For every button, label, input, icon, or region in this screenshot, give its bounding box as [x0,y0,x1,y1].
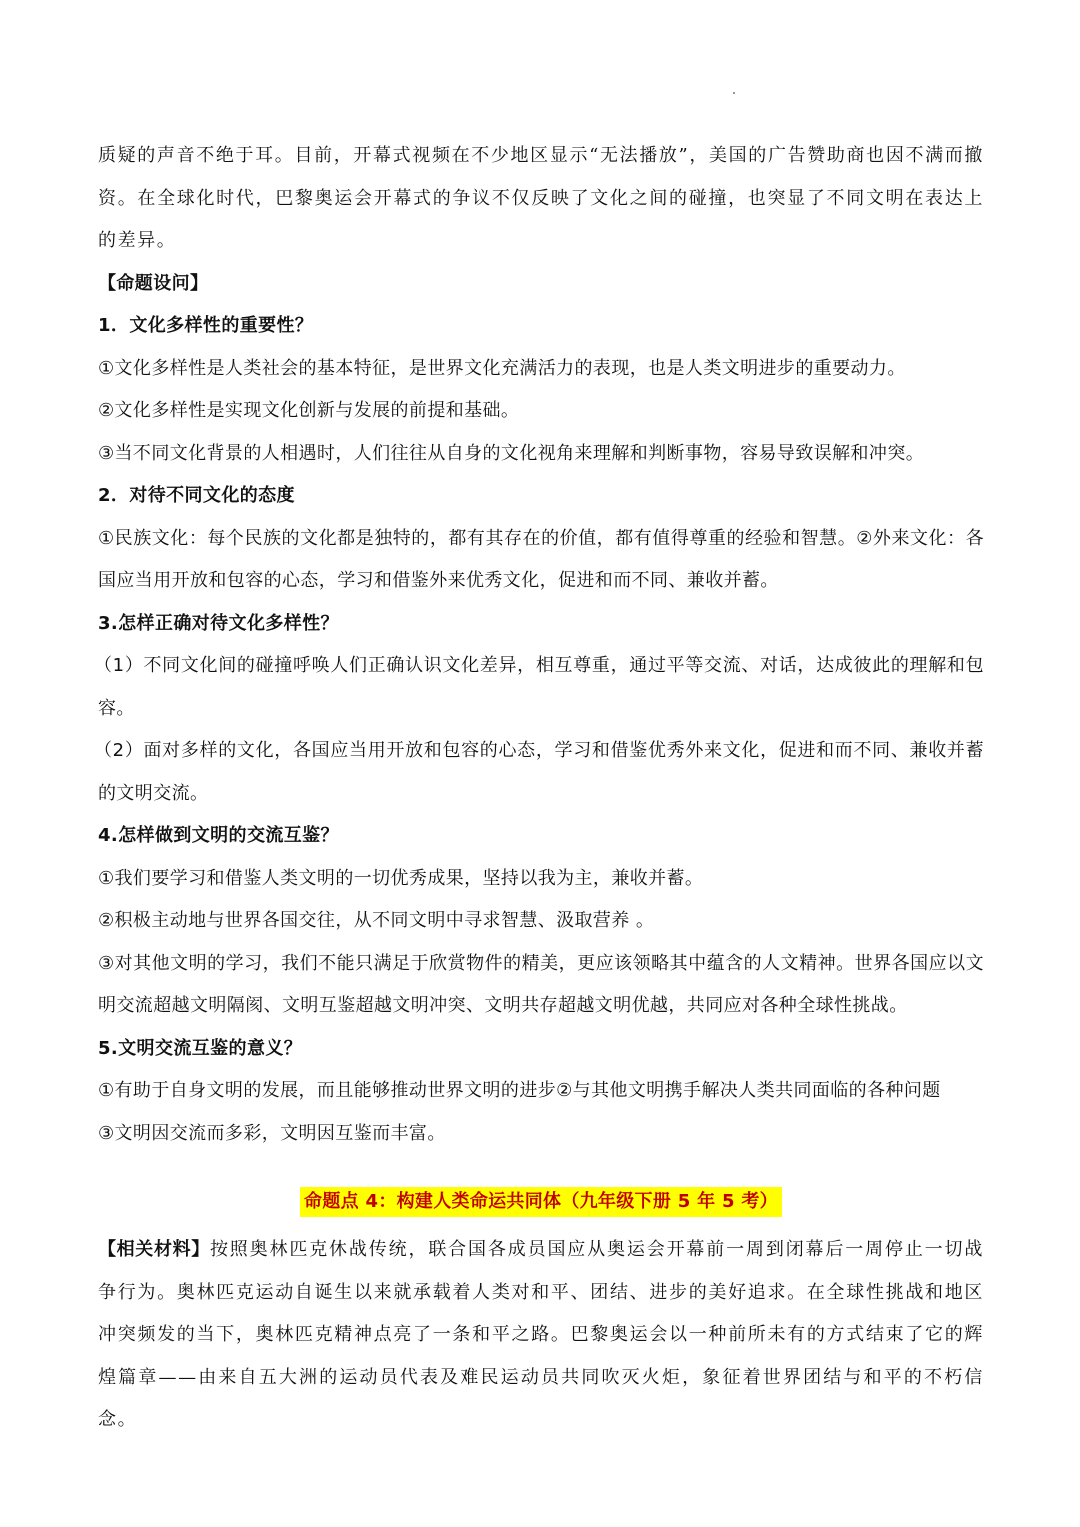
page-dot-mark [733,92,735,94]
document-content [94,135,984,1442]
question-5-item: ③文明因交流而多彩，文明因互鉴而丰富。 [98,1122,446,1144]
question-4-item: ①我们要学习和借鉴人类文明的一切优秀成果，坚持以我为主，兼收并蓄。 [98,867,704,889]
question-5-item: ①有助于自身文明的发展，而且能够推动世界文明的进步②与其他文明携手解决人类共同面临的各种问题 [98,1080,941,1101]
material-label: 【相关材料】 [98,1239,210,1260]
question-1-item: ②文化多样性是实现文化创新与发展的前提和基础。 [98,400,520,421]
question-3-item: （1）不同文化间的碰撞呼唤人们正确认识文化差异，相互尊重，通过平等交流、对话，达成彼此的理解和包容。 [94,655,984,719]
material-text: 按照奥林匹克休战传统，联合国各成员国应从奥运会开幕前一周到闭幕后一周停止一切战争行为。奥林匹克运动自诞生以来就承载着人类对和平、团结、进步的美好追求。在全球性挑战和地区冲突频发的当下，奥林匹克精神点亮了一条和平之路。巴黎奥运会以一种前所未有的方式结束了它的辉煌篇章——由来自五大洲的运动员代表及难民运动员共同吹灭火炬，象征着世界团结与和平的不朽信念。 [98,1239,984,1430]
question-3-item: （2）面对多样的文化，各国应当用开放和包容的心态，学习和借鉴优秀外来文化，促进和而不同、兼收并蓄的文明交流。 [94,740,984,804]
question-5-title: 5.文明交流互鉴的意义？ [98,1037,303,1059]
question-1-item: ③当不同文化背景的人相遇时，人们往往从自身的文化视角来理解和判断事物，容易导致误解和冲突。 [98,442,925,464]
topic-4-heading: 命题点 4：构建人类命运共同体（九年级下册 5 年 5 考） [300,1187,782,1217]
question-1-item: ①文化多样性是人类社会的基本特征，是世界文化充满活力的表现，也是人类文明进步的重要动力。 [98,357,906,379]
question-2-body: ①民族文化：每个民族的文化都是独特的，都有其存在的价值，都有值得尊重的经验和智慧。②外来文化：各国应当用开放和包容的心态，学习和借鉴外来优秀文化，促进和而不同、兼收并蓄。 [98,527,984,591]
question-4-item: ③对其他文明的学习，我们不能只满足于欣赏物件的精美，更应该领略其中蕴含的人文精神。世界各国应以文明交流超越文明隔阂、文明互鉴超越文明冲突、文明共存超越文明优越，共同应对各种全球性挑战。 [98,952,984,1016]
topic-4-heading-wrap [98,1187,984,1223]
topic-4-material [98,1229,984,1442]
question-4-title: 4.怎样做到文明的交流互鉴？ [98,825,339,846]
section-label: 【命题设问】 [98,272,209,294]
question-2-title: 2．对待不同文化的态度 [98,485,295,506]
question-4-item: ②积极主动地与世界各国交往，从不同文明中寻求智慧、汲取营养 。 [98,910,655,931]
question-1-title: 1．文化多样性的重要性？ [98,315,314,336]
intro-paragraph: 质疑的声音不绝于耳。目前，开幕式视频在不少地区显示“无法播放”，美国的广告赞助商也因不满而撤资。在全球化时代，巴黎奥运会开幕式的争议不仅反映了文化之间的碰撞，也突显了不同文明在表达上的差异。 [98,145,984,251]
question-3-title: 3.怎样正确对待文化多样性？ [98,612,339,634]
